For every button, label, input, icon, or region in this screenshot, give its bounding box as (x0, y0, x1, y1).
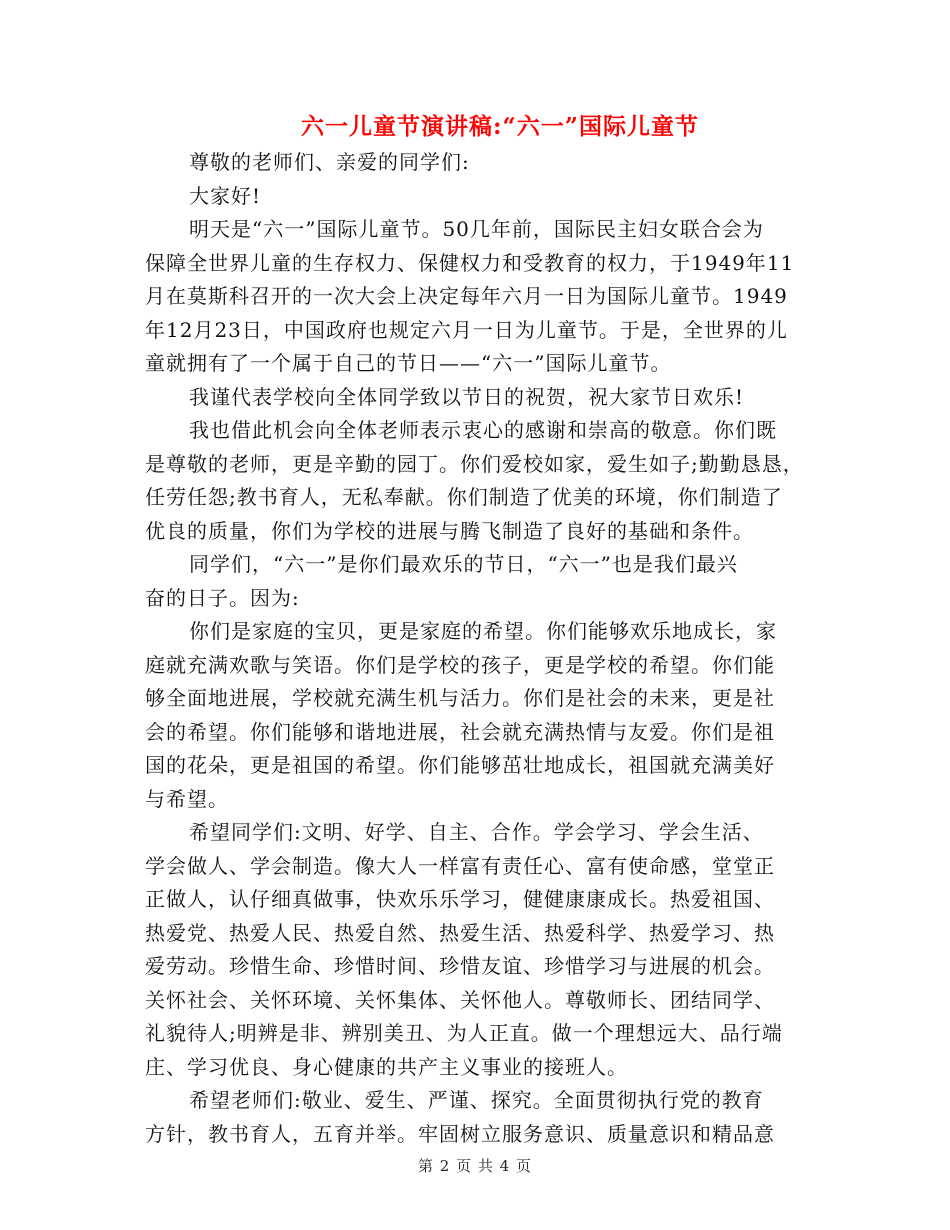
text-line: 保障全世界儿童的生存权力、保健权力和受教育的权力，于1949年11 (145, 250, 795, 275)
text-line: 优良的质量，你们为学校的进展与腾飞制造了良好的基础和条件。 (145, 518, 754, 543)
page-footer: 第 2 页 共 4 页 (418, 1157, 532, 1175)
text-line: 你们是家庭的宝贝，更是家庭的希望。你们能够欢乐地成长，家 (189, 619, 777, 643)
text-line: 学会做人、学会制造。像大人一样富有责任心、富有使命感，堂堂正 (145, 853, 775, 878)
text-line: 童就拥有了一个属于自己的节日——“六一”国际儿童节。 (145, 351, 672, 375)
text-line: 庄、学习优良、身心健康的共产主义事业的接班人。 (145, 1054, 628, 1079)
text-line: 方针，教书育人，五育并举。牢固树立服务意识、质量意识和精品意 (145, 1121, 775, 1146)
text-line: 奋的日子。因为: (145, 585, 300, 610)
text-line: 希望同学们:文明、好学、自主、合作。学会学习、学会生活、 (189, 820, 764, 844)
text-line: 希望老师们:敬业、爱生、严谨、探究。全面贯彻执行党的教育 (189, 1088, 764, 1112)
text-line: 是尊敬的老师，更是辛勤的园丁。你们爱校如家，爱生如子;勤勤恳恳， (145, 451, 804, 476)
text-line: 爱劳动。珍惜生命、珍惜时间、珍惜友谊、珍惜学习与进展的机会。 (145, 954, 775, 978)
text-line: 任劳任怨;教书育人，无私奉献。你们制造了优美的环境，你们制造了 (145, 485, 783, 509)
text-line: 热爱党、热爱人民、热爱自然、热爱生活、热爱科学、热爱学习、热 (145, 920, 775, 945)
text-line: 够全面地进展，学校就充满生机与活力。你们是社会的未来，更是社 (145, 686, 775, 710)
text-line: 我也借此机会向全体老师表示衷心的感谢和崇高的敬意。你们既 (189, 418, 777, 442)
text-line: 会的希望。你们能够和谐地进展，社会就充满热情与友爱。你们是祖 (145, 719, 775, 744)
text-line: 明天是“六一”国际儿童节。50几年前，国际民主妇女联合会为 (189, 217, 764, 241)
text-line: 尊敬的老师们、亲爱的同学们: (189, 150, 470, 174)
text-line: 与希望。 (145, 786, 229, 811)
document-title: 六一儿童节演讲稿:“六一”国际儿童节 (301, 113, 699, 140)
document-body (145, 146, 817, 1151)
text-line: 庭就充满欢歌与笑语。你们是学校的孩子，更是学校的希望。你们能 (145, 652, 775, 677)
text-line: 我谨代表学校向全体同学致以节日的祝贺，祝大家节日欢乐! (189, 384, 745, 409)
text-line: 关怀社会、关怀环境、关怀集体、关怀他人。尊敬师长、团结同学、 (145, 987, 775, 1012)
text-line: 正做人，认仔细真做事，快欢乐乐学习，健健康康成长。热爱祖国、 (145, 887, 775, 911)
text-line: 大家好! (189, 183, 262, 208)
text-line: 同学们，“六一”是你们最欢乐的节日，“六一”也是我们最兴 (189, 552, 738, 576)
text-line: 国的花朵，更是祖国的希望。你们能够茁壮地成长，祖国就充满美好 (145, 753, 775, 777)
text-line: 月在莫斯科召开的一次大会上决定每年六月一日为国际儿童节。1949 (145, 284, 788, 308)
text-line: 年12月23日，中国政府也规定六月一日为儿童节。于是，全世界的儿 (145, 317, 788, 342)
text-line: 礼貌待人;明辨是非、辨别美丑、为人正直。做一个理想远大、品行端 (145, 1021, 783, 1045)
